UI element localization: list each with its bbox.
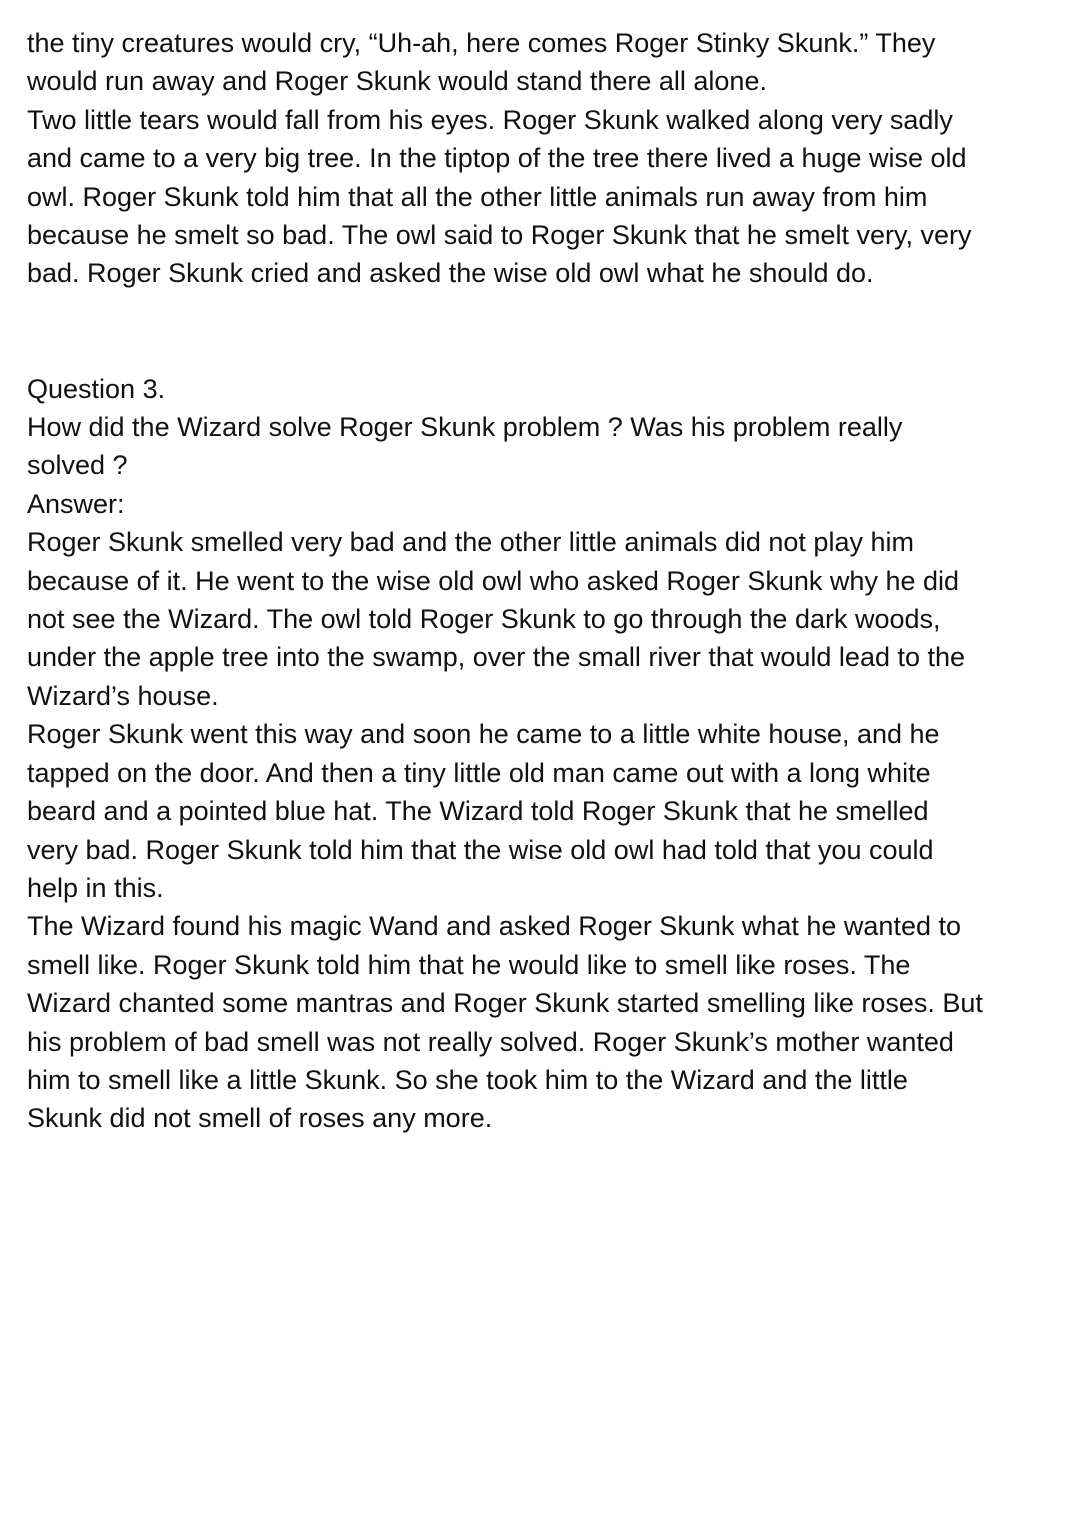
passage-continuation — [27, 24, 1062, 293]
answer-line: Wizard chanted some mantras and Roger Skunk started smelling like roses. But — [27, 988, 983, 1019]
passage-line: and came to a very big tree. In the tiptop of the tree there lived a huge wise old — [27, 143, 967, 174]
answer-line: beard and a pointed blue hat. The Wizard told Roger Skunk that he smelled — [27, 796, 929, 827]
answer-line: not see the Wizard. The owl told Roger Skunk to go through the dark woods, — [27, 604, 941, 635]
answer-line: Skunk did not smell of roses any more. — [27, 1103, 493, 1134]
document-page — [27, 24, 1062, 1138]
passage-line: because he smelt so bad. The owl said to Roger Skunk that he smelt very, very — [27, 220, 972, 251]
answer-line: very bad. Roger Skunk told him that the wise old owl had told that you could — [27, 834, 934, 865]
answer-line: The Wizard found his magic Wand and asked Roger Skunk what he wanted to — [27, 911, 962, 942]
answer-line: Roger Skunk went this way and soon he came to a little white house, and he — [27, 719, 940, 750]
answer-label: Answer: — [27, 488, 125, 519]
section-spacer — [27, 293, 1062, 370]
question-block — [27, 370, 1062, 1138]
answer-line: under the apple tree into the swamp, over the small river that would lead to the — [27, 642, 966, 673]
question-heading: Question 3. — [27, 373, 166, 404]
question-text-line: How did the Wizard solve Roger Skunk problem ? Was his problem really — [27, 412, 903, 443]
answer-line: him to smell like a little Skunk. So she took him to the Wizard and the little — [27, 1064, 908, 1095]
answer-line: Roger Skunk smelled very bad and the other little animals did not play him — [27, 527, 914, 558]
passage-line: bad. Roger Skunk cried and asked the wise old owl what he should do. — [27, 258, 874, 289]
answer-line: smell like. Roger Skunk told him that he would like to smell like roses. The — [27, 949, 911, 980]
answer-line: his problem of bad smell was not really solved. Roger Skunk’s mother wanted — [27, 1026, 954, 1057]
passage-line: Two little tears would fall from his eyes. Roger Skunk walked along very sadly — [27, 104, 953, 135]
passage-line: owl. Roger Skunk told him that all the other little animals run away from him — [27, 181, 928, 212]
answer-line: Wizard’s house. — [27, 680, 219, 711]
passage-line: would run away and Roger Skunk would stand there all alone. — [27, 66, 767, 97]
passage-line: the tiny creatures would cry, “Uh-ah, here comes Roger Stinky Skunk.” They — [27, 28, 936, 58]
answer-line: because of it. He went to the wise old owl who asked Roger Skunk why he did — [27, 565, 960, 596]
answer-line: help in this. — [27, 872, 164, 903]
question-text-line: solved ? — [27, 450, 128, 481]
answer-line: tapped on the door. And then a tiny little old man came out with a long white — [27, 757, 931, 788]
